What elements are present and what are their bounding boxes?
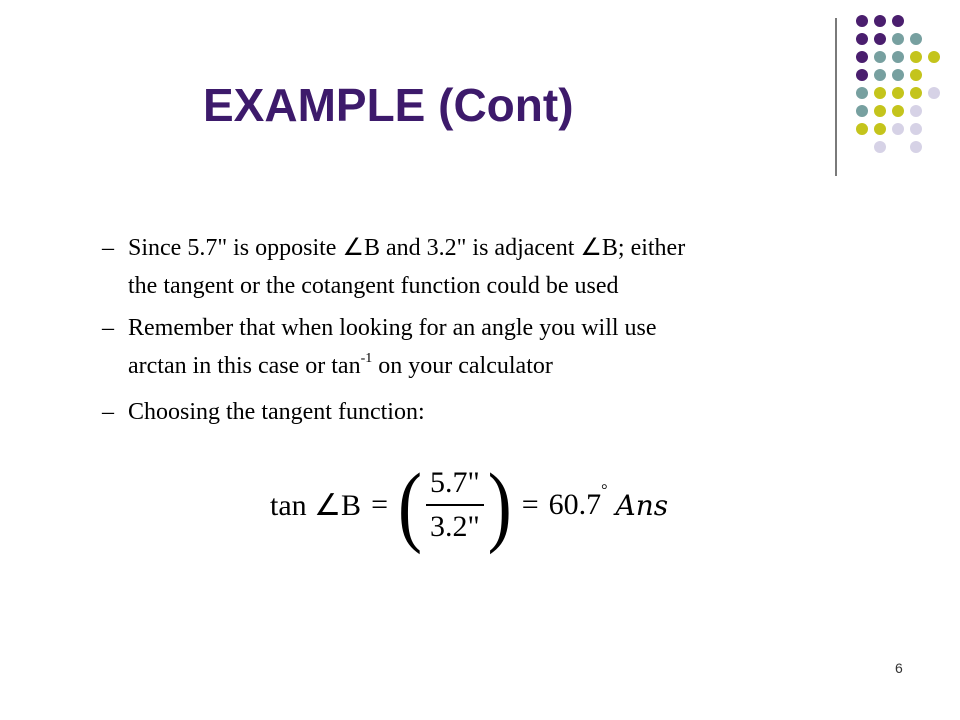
dot [874, 69, 886, 81]
dot [892, 105, 904, 117]
decorative-dot-grid [0, 0, 960, 200]
result-value: 60.7 [548, 488, 602, 521]
right-parenthesis: ) [487, 455, 512, 555]
bullet-item-3 [102, 393, 892, 431]
dot [874, 123, 886, 135]
bullet-line: Since 5.7" is opposite ∠B and 3.2" is adjacent ∠B; either [128, 235, 686, 261]
dot [910, 51, 922, 63]
dot [856, 15, 868, 27]
dot [856, 69, 868, 81]
dot [910, 87, 922, 99]
dot [928, 87, 940, 99]
answer-label: Ans [615, 488, 669, 522]
bullet-line: the tangent or the cotangent function could be used [128, 273, 619, 299]
tangent-equation [270, 455, 669, 555]
dot [892, 69, 904, 81]
dot [874, 141, 886, 153]
dot [910, 69, 922, 81]
dot [928, 51, 940, 63]
dot [856, 33, 868, 45]
bullet-list [102, 229, 892, 431]
dot [910, 141, 922, 153]
bullet-dash: – [102, 315, 114, 341]
dot [856, 87, 868, 99]
dot [892, 33, 904, 45]
page-number: 6 [895, 660, 903, 676]
dot [874, 15, 886, 27]
equation-lhs: tan ∠B [270, 488, 362, 522]
dot [910, 105, 922, 117]
dot [874, 33, 886, 45]
dot [892, 15, 904, 27]
dot [892, 51, 904, 63]
equals-sign-2: = [521, 488, 539, 521]
dot [874, 105, 886, 117]
bullet-item-1 [102, 229, 892, 305]
bullet-dash: – [102, 235, 114, 261]
bullet-line: Remember that when looking for an angle you will use [128, 315, 657, 341]
dot [856, 51, 868, 63]
degree-symbol: ° [601, 482, 608, 499]
dot [856, 105, 868, 117]
dot [892, 123, 904, 135]
dot [874, 87, 886, 99]
dot [910, 33, 922, 45]
superscript: -1 [360, 351, 373, 366]
bullet-text: on your calculator [372, 353, 553, 379]
dot [892, 87, 904, 99]
bullet-line: Choosing the tangent function: [128, 399, 425, 425]
slide-title: EXAMPLE (Cont) [203, 79, 574, 131]
numerator: 5.7" [429, 466, 480, 499]
denominator: 3.2" [429, 510, 480, 543]
bullet-text: arctan in this case or tan [128, 353, 361, 379]
dot [856, 123, 868, 135]
bullet-dash: – [102, 399, 114, 425]
dot [910, 123, 922, 135]
bullet-line [128, 347, 892, 385]
equals-sign: = [371, 488, 388, 521]
left-parenthesis: ( [397, 455, 422, 555]
bullet-item-2 [102, 309, 892, 385]
fraction [426, 466, 484, 544]
dot [874, 51, 886, 63]
